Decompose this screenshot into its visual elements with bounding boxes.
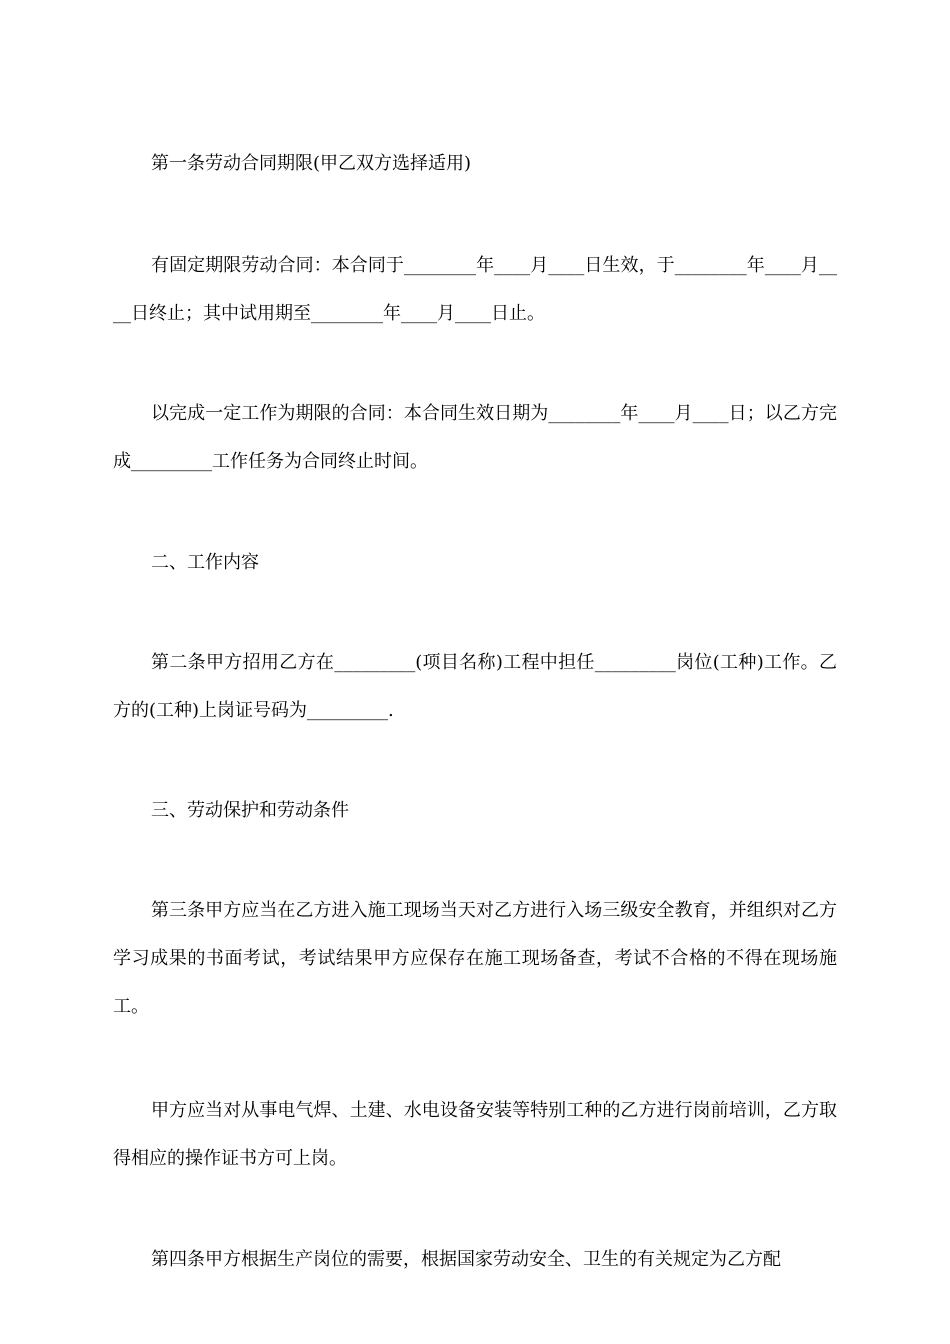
- special-training-clause: 甲方应当对从事电气焊、土建、水电设备安装等特别工种的乙方进行岗前培训，乙方取得相应的操作证书方可上岗。: [113, 1100, 837, 1169]
- section-2-title: 二、工作内容: [151, 552, 259, 573]
- article-4-clause: 第四条甲方根据生产岗位的需要，根据国家劳动安全、卫生的有关规定为乙方配: [151, 1249, 781, 1270]
- article-3-clause: 第三条甲方应当在乙方进入施工现场当天对乙方进行入场三级安全教育，并组织对乙方学习成果的书面考试，考试结果甲方应保存在施工现场备查，考试不合格的不得在现场施工。: [113, 900, 837, 1017]
- fixed-term-clause: 有固定期限劳动合同：本合同于________年____月____日生效，于________年____月____日终止；其中试用期至________年____月____日止。: [113, 255, 837, 324]
- section-3-title: 三、劳动保护和劳动条件: [151, 800, 349, 821]
- article-2-clause: 第二条甲方招用乙方在_________(项目名称)工程中担任_________岗位(工种)工作。乙方的(工种)上岗证号码为_________.: [113, 652, 837, 721]
- task-term-clause: 以完成一定工作为期限的合同：本合同生效日期为________年____月____日；以乙方完成_________工作任务为合同终止时间。: [113, 403, 837, 472]
- article-1-title: 第一条劳动合同期限(甲乙双方选择适用): [151, 153, 472, 174]
